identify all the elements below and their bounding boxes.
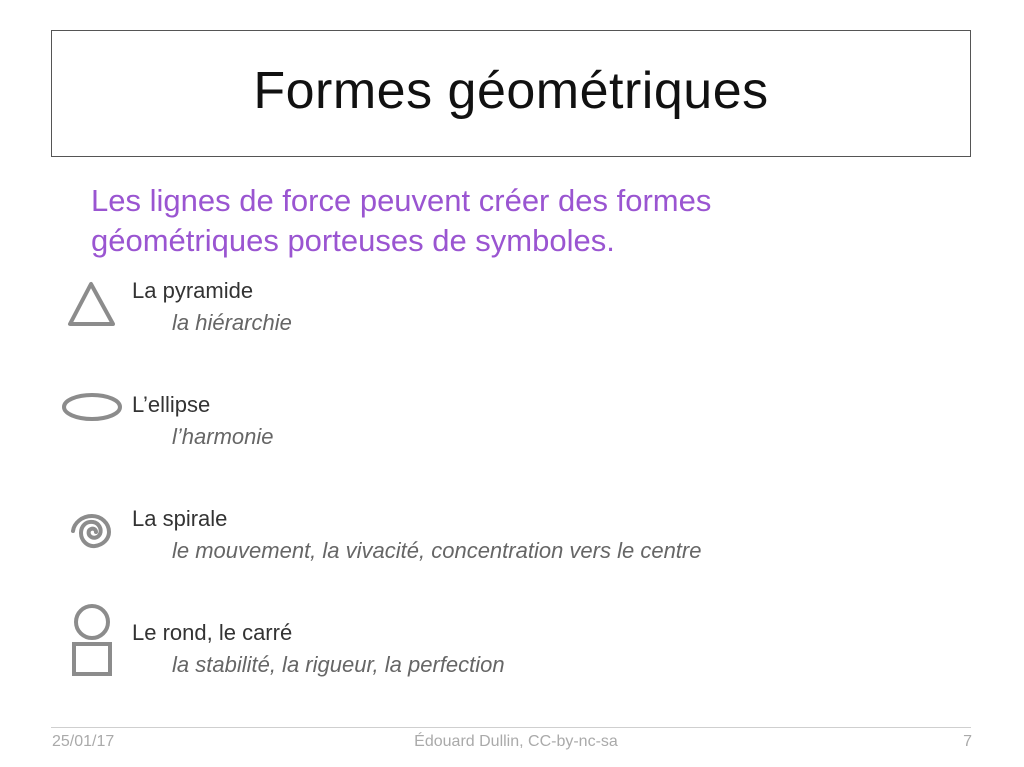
- list-item-circle-square: [60, 620, 960, 720]
- triangle-icon: [60, 278, 124, 338]
- page-number: 7: [963, 733, 972, 750]
- item-label: L’ellipse: [132, 392, 211, 417]
- list-item-ellipse: [60, 392, 960, 492]
- circle-square-icon: [60, 604, 124, 676]
- list-item-spiral: [60, 506, 960, 606]
- item-description: la stabilité, la rigueur, la perfection: [172, 652, 505, 677]
- item-label: La spirale: [132, 506, 228, 531]
- intro-text: Les lignes de force peuvent créer des formes géométriques porteuses de symboles.: [91, 183, 712, 258]
- ellipse-icon: [60, 392, 124, 432]
- title-box: [51, 30, 971, 157]
- item-label: Le rond, le carré: [132, 620, 293, 645]
- item-label: La pyramide: [132, 278, 254, 303]
- footer-divider: [51, 727, 971, 728]
- footer-author: Édouard Dullin, CC-by-nc-sa: [414, 733, 618, 750]
- item-description: le mouvement, la vivacité, concentration vers le centre: [172, 538, 702, 563]
- item-description: la hiérarchie: [172, 310, 292, 335]
- item-description: l’harmonie: [172, 424, 274, 449]
- list-item-pyramid: [60, 278, 960, 378]
- footer-date: 25/01/17: [52, 733, 115, 750]
- spiral-icon: [60, 506, 124, 562]
- slide-title: Formes géométriques: [253, 61, 769, 120]
